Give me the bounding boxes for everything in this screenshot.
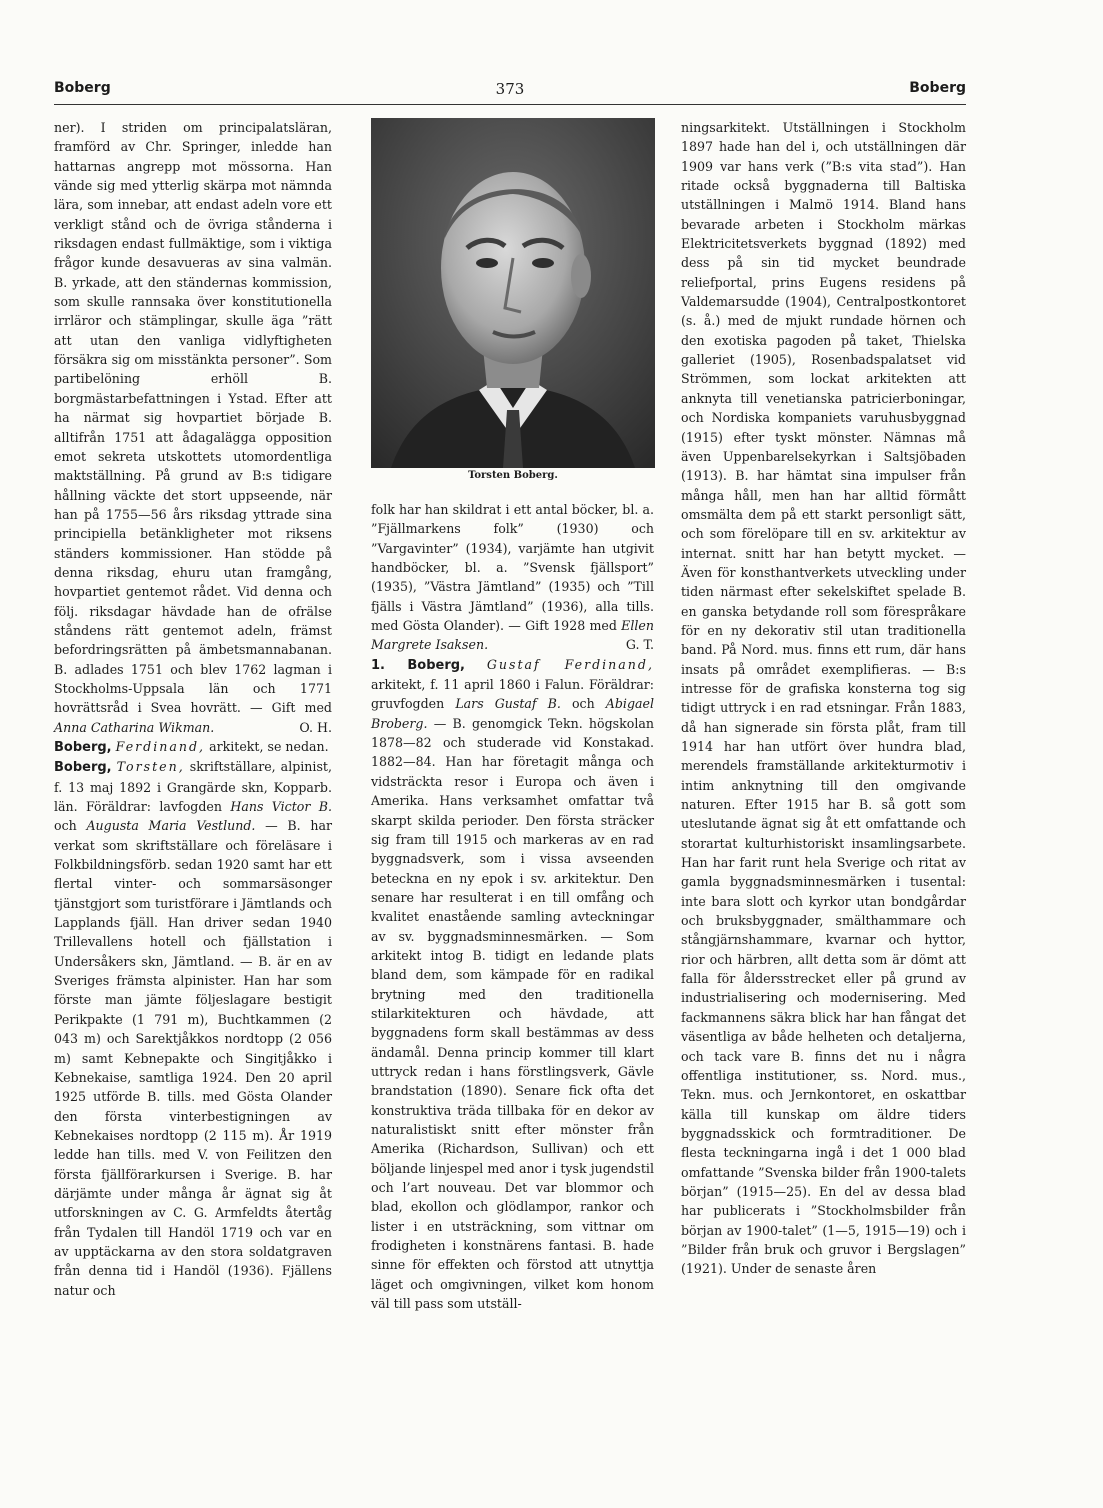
author-signature: G. T. [625, 637, 654, 653]
entry-given-name: Torsten, [116, 759, 185, 775]
entry-torsten-continuation: folk har han skildrat i ett antal böcker, bl. a. ”Fjällmarkens folk” (1930) och ”Vargavinter” (1934), varjämte han utgivit handböcker, bl. a. ”Svensk fjällsport” (1935), ”Västra Jämtland” (1935) och ”Till fjälls i Västra Jämtland” (1936), alla tills. med Gösta Olander). — Gift 1928 med Ellen Margrete Isaksen. G. T. [371, 500, 654, 655]
entry-headword: Boberg, [54, 740, 112, 755]
running-header [54, 80, 966, 102]
column-2 [371, 500, 654, 1313]
entry-boberg-torsten: Boberg, Torsten, skriftställare, alpinist, f. 13 maj 1892 i Grangärde skn, Kopparb. län. Föräldrar: lavfogden Hans Victor B. och Augusta Maria Vestlund. — B. har verkat som skriftställare och föreläsare i Folkbildningsförb. sedan 1920 samt har ett flertal vinter- och sommarsäsonger tjänstgjort som turistförare i Jämtlands och Lapplands fjäll. Han driver sedan 1940 Trillevallens hotell och fjällstation i Undersåkers skn, Jämtland. — B. är en av Sveriges främsta alpinister. Han har som förste man jämte följeslagare bestigit Perikpakte (1 791 m), Buchtkammen (2 043 m) och Sarektjåkkos nordtopp (2 056 m) samt Kebnepakte och Singitjåkko i Kebnekaise, samtliga 1924. Den 20 april 1925 utförde B. tills. med Gösta Olander den första vinterbestigningen av Kebnekaises nordtopp (2 115 m). År 1919 ledde han tills. med V. von Feilitzen den första fjällförarkursen i Sverige. B. har därjämte under många år ägnat sig åt utforskningen av C. G. Armfeldts återtåg från Tydalen till Handöl 1719 och var en av upptäckarna av den stora soldatgraven från denna tid i Handöl (1936). Fjällens natur och [54, 759, 333, 1298]
entry-headword: Boberg, [54, 760, 112, 776]
father-name: Lars Gustaf B. [455, 696, 561, 712]
page-number: 373 [495, 80, 525, 98]
entry-boberg-gustaf-ferdinand: 1. Boberg, Gustaf Ferdinand, arkitekt, f. 11 april 1860 i Falun. Föräldrar: gruvfogden Lars Gustaf B. och Abigael Broberg. — B. genomgick Tekn. högskolan 1878—82 och studerade vid Konstakad. 1882—84. Han har företagit många och vidsträckta resor i Europa och även i Amerika. Hans verksamhet omfattar två skarpt skilda perioder. Den första sträcker sig fram till 1915 och markeras av en rad byggnadsverk, som i vissa avseenden betecknа en ny epok i sv. arkitektur. Den senare har resulterat i en till omfång och kvalitet enastående samling avteckningar av sv. byggnadsminnesmärken. — Som arkitekt intog B. tidigt en ledande plats bland dem, som kämpade för en radikal brytning med den traditionella stilarkitekturen och hävdade, att byggnadens form skall bestämmas av dess ändamål. Denna princip kommer till klart uttryck redan i hans förstlingsverk, Gävle brandstation (1890). Senare fick ofta det konstruktiva träda tillbaka för en dekor av naturalistiskt snitt efter mönster från Amerika (Richardson, Sullivan) och ett böljande linjespel med anor i tysk jugendstil och l’art nouveau. Det var blommor och blad, ekollon och glödlampor, rankor och lister i en utsträckning, som vittnar om frodigheten i konstnärens fantasi. B. hade sinne för effekten och förstod att utnyttja läget och omgivningen, vilket kom honom väl till pass som utställ- [371, 656, 655, 1312]
father-name: Hans Victor B. [230, 799, 332, 815]
header-left-name: Boberg [54, 80, 111, 96]
portrait-caption: Torsten Boberg. [468, 470, 558, 481]
mother-name: Augusta Maria Vestlund. [86, 818, 256, 834]
portrait-drawing [371, 118, 655, 468]
header-right-name: Boberg [909, 80, 966, 96]
entry-given-name: Gustaf Ferdinand, [486, 656, 654, 672]
mother-name: Abigael Broberg. [371, 696, 655, 731]
spouse-name: Ellen Margrete Isaksen. [371, 618, 654, 653]
entry-given-name: Ferdinand, [115, 739, 206, 754]
portrait-photo [371, 118, 655, 468]
entry-boberg-ferdinand-ref: Boberg, Ferdinand, arkitekt, se nedan. [54, 739, 329, 755]
portrait-image [371, 118, 655, 468]
column-3 [681, 118, 966, 1279]
entry-ferdinand-continuation: ningsarkitekt. Utställningen i Stockholm 1897 hade han del i, och utställningen där 1909 var hans verk (”B:s vita stad”). Han ritade också byggnaderna till Baltiska utställningen i Malmö 1914. Bland hans bevarade arbeten i Stockholm märkas Elektricitetsverkets byggnad (1892) med dess på sin tid mycket beundrade reliefportal, prins Eugens residens på Valdemarsudde (1904), Centralpostkontoret (s. å.) med de mjukt rundade hörnen och den exotiska pagoden på taket, Thielska galleriet (1905), Rosenbadspalatset vid Strömmen, som lockat arkitekten att anknyta till venetianska patricierboningar, och Nordiska kompaniets varuhusbyggnad (1915) efter tyskt mönster. Nämnas må även Uppenbarelsekyrkan i Saltsjöbaden (1913). B. har hämtat sina impulser från många håll, men han har alltid förmått omsmälta dem på ett starkt personligt sätt, och som förelöpare till en sv. arkitektur av internat. snitt har han betytt mycket. — Även för konsthantverkets utveckling under tiden närmast efter sekelskiftet spelade B. en ganska betydande roll som förespråkare för en ny dekorativ stil utan traditionella band. På Nord. mus. finns ett rum, där hans insats på området exemplifieras. — B:s intresse för de grafiska konsterna tog sig tidigt uttryck i en rad etsningar. Från 1883, då han signerade sin första plåt, fram till 1914 har han utfört över hundra blad, merendels framställande arkitekturmotiv i intim anknytning till den omgivande naturen. Efter 1915 har B. så gott som uteslutande ägnat sig åt ett omfattande och storartat kulturhistoriskt insamlingsarbete. Han har farit runt hela Sverige och ritat av gamla byggnadsminnesmärken i tusental: inte bara slott och kyrkor utan bondgårdar och bruksbyggnader, smälthammare och stångjärnshammare, kvarnar och hyttor, rior och härbren, allt detta som är dömt att falla för åldersstrecket eller på grund av industrialisering och modernisering. Med fackmannens säkra blick har han fångat det väsentliga av både helheten och detaljerna, och tack vare B. finns det nu i några offentliga institutioner, ss. Nord. mus., Tekn. mus. och Jernkontoret, en oskattbar källa till kunskap om äldre tiders byggnadsskick och formtraditioner. De flesta teckningarna ingå i det 1 000 blad omfattande ”Svenska bilder från 1900-talets början” (1915—25). En del av dessa blad har publicerats i ”Stockholmsbilder från början av 1900-talet” (1—5, 1915—19) och i ”Bilder från bruk och gruvor i Bergslagen” (1921). Under de senaste åren [681, 120, 966, 1277]
header-rule [54, 104, 966, 105]
author-signature: O. H. [299, 719, 332, 735]
spouse-name: Anna Catharina Wikman. [54, 719, 215, 735]
entry-headword: 1. Boberg, [371, 657, 465, 673]
entry-continuation: ner). I striden om principalatsläran, framförd av Chr. Springer, inledde han hattarnas angrepp mot mössorna. Han vände sig med ytterlig skärpa mot nämnda lära, som innebar, att endast adeln vore ett verkligt stånd och de övriga stånderna i riksdagen endast fullmäktige, som i viktiga frågor kunde desavueras av sina valmän. B. yrkade, att den ständernas kommission, som skulle rannsaka över konstitutionella irrläror och stämplingar, skulle äga ”rätt att utan den vanliga vidlyftigheten försäkra sig om misstänkta personer”. Som partibelöning erhöll B. borgmästarbefattningen i Ystad. Efter att ha närmat sig hovpartiet började B. alltifrån 1751 att ådagalägga opposition emot sekreta utskottets utomordentliga maktställning. På grund av B:s tidigare hållning väckte det stort uppseende, när han på 1755—56 års riksdag yttrade sina principiella betänkligheter mot riksens ständers kommissioner. Han stödde på denna riksdag, ehuru utan framgång, hovpartiet gentemot rådet. Vid denna och följ. riksdagar hävdade han de ofrälse ståndens rätt gentemot adeln, främst befordringsrätten på ämbetsmannabanan. B. adlades 1751 och blev 1762 lagman i Stockholms-Uppsala län och 1771 hovrättsråd i Svea hovrätt. — Gift med Anna Catharina Wikman. O. H. [54, 118, 332, 737]
column-1 [54, 118, 332, 1300]
